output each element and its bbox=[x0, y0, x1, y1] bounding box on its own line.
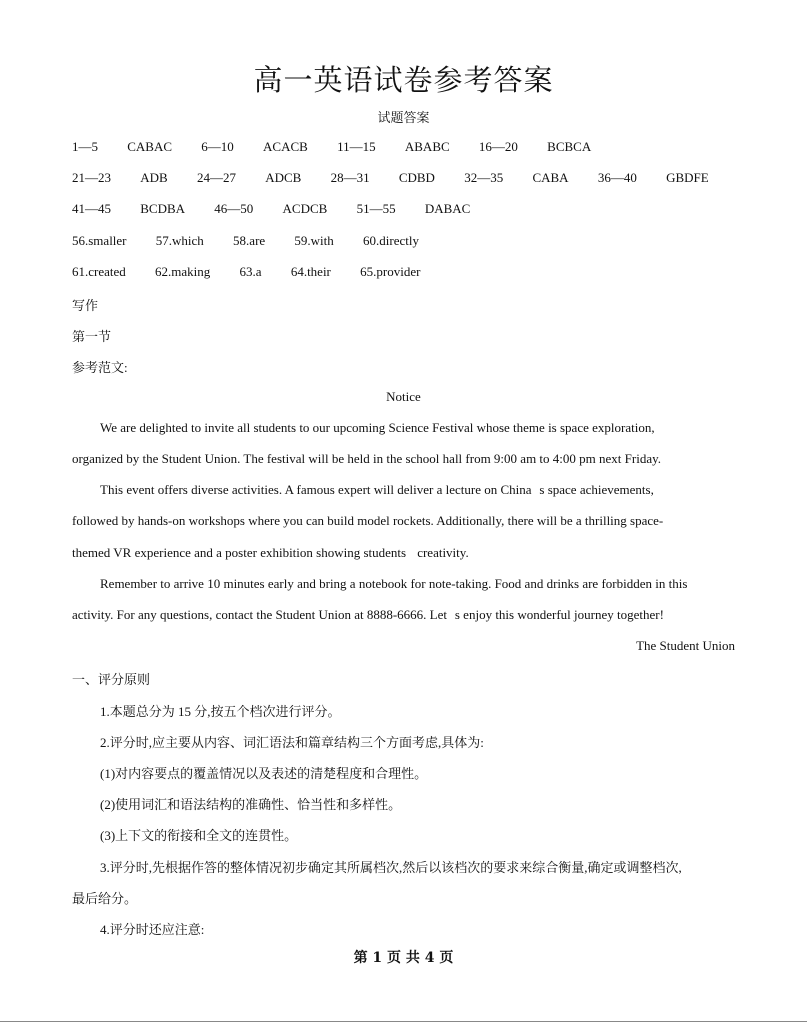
answer-word: 62.making bbox=[155, 264, 211, 279]
essay-line: followed by hands-on workshops where you can build model rockets. Additionally, there will be a thrilling space- bbox=[72, 513, 664, 528]
answer-range: 28—31 bbox=[330, 170, 370, 185]
page-footer: 第 1 页 共 4 页 bbox=[353, 950, 454, 966]
answer-word: 61.created bbox=[72, 264, 126, 279]
section-heading: 第一节 bbox=[72, 329, 112, 344]
writing-heading: 写作 bbox=[72, 298, 99, 313]
page-subtitle: 试题答案 bbox=[377, 111, 430, 126]
scoring-item: (3)上下文的衔接和全文的连贯性。 bbox=[100, 828, 298, 843]
answer-key: BCBCA bbox=[547, 139, 592, 154]
answer-row-1 bbox=[72, 139, 591, 155]
page-title: 高一英语试卷参考答案 bbox=[253, 63, 554, 97]
scoring-item: 3.评分时,先根据作答的整体情况初步确定其所属档次,然后以该档次的要求来综合衡量,确定或调整档次, bbox=[100, 860, 682, 875]
answer-key: ABABC bbox=[404, 139, 450, 154]
answer-word: 56.smaller bbox=[72, 233, 127, 248]
answer-key: ADCB bbox=[265, 170, 302, 185]
answer-key: ACDCB bbox=[282, 201, 328, 216]
answer-range: 46—50 bbox=[214, 201, 254, 216]
answer-key: ADB bbox=[140, 170, 168, 185]
scoring-item: 最后给分。 bbox=[72, 891, 138, 906]
answer-key: CABA bbox=[532, 170, 569, 185]
sample-label: 参考范文: bbox=[72, 360, 128, 375]
answer-word: 60.directly bbox=[363, 233, 420, 248]
scoring-item: 1.本题总分为 15 分,按五个档次进行评分。 bbox=[100, 704, 341, 719]
answer-range: 51—55 bbox=[356, 201, 396, 216]
essay-line: organized by the Student Union. The festival will be held in the school hall from 9:00 am to 4:00 pm next Friday. bbox=[72, 451, 661, 466]
answer-range: 1—5 bbox=[72, 139, 98, 154]
answer-range: 24—27 bbox=[196, 170, 236, 185]
answer-word: 59.with bbox=[294, 233, 334, 248]
answer-key: CABAC bbox=[127, 139, 173, 154]
essay-line: themed VR experience and a poster exhibition showing students creativity. bbox=[72, 545, 469, 560]
answer-range: 21—23 bbox=[72, 170, 111, 185]
answer-key: BCDBA bbox=[140, 201, 186, 216]
answer-range: 6—10 bbox=[201, 139, 234, 154]
scoring-item: 4.评分时还应注意: bbox=[100, 922, 205, 937]
answer-row-3 bbox=[72, 201, 470, 217]
answer-range: 36—40 bbox=[597, 170, 637, 185]
scoring-item: (1)对内容要点的覆盖情况以及表述的清楚程度和合理性。 bbox=[100, 766, 428, 781]
answer-row-4 bbox=[72, 233, 419, 249]
essay-line: We are delighted to invite all students to our upcoming Science Festival whose theme is space exploration, bbox=[100, 420, 655, 435]
essay-line: This event offers diverse activities. A famous expert will deliver a lecture on Chinas space achievements, bbox=[100, 482, 654, 497]
scoring-item: (2)使用词汇和语法结构的准确性、恰当性和多样性。 bbox=[100, 797, 402, 812]
answer-row-5 bbox=[72, 264, 420, 280]
scoring-heading: 一、评分原则 bbox=[72, 672, 151, 687]
answer-word: 65.provider bbox=[360, 264, 421, 279]
answer-word: 63.a bbox=[239, 264, 262, 279]
answer-key: ACACB bbox=[263, 139, 308, 154]
answer-range: 32—35 bbox=[464, 170, 504, 185]
answer-range: 41—45 bbox=[72, 201, 111, 216]
answer-word: 57.which bbox=[155, 233, 204, 248]
essay-line: Remember to arrive 10 minutes early and bring a notebook for note-taking. Food and drinks are forbidden in this bbox=[100, 576, 688, 591]
answer-key: DABAC bbox=[424, 201, 471, 216]
page-bottom-divider bbox=[0, 1021, 807, 1022]
scoring-item: 2.评分时,应主要从内容、词汇语法和篇章结构三个方面考虑,具体为: bbox=[100, 735, 484, 750]
notice-title: Notice bbox=[386, 389, 421, 404]
essay-signature: The Student Union bbox=[636, 638, 735, 653]
answer-key: GBDFE bbox=[666, 170, 709, 185]
answer-key: CDBD bbox=[398, 170, 435, 185]
answer-word: 58.are bbox=[233, 233, 266, 248]
answer-word: 64.their bbox=[290, 264, 331, 279]
essay-line: activity. For any questions, contact the Student Union at 8888-6666. Lets enjoy this wonderful journey together! bbox=[72, 607, 664, 622]
answer-range: 16—20 bbox=[478, 139, 518, 154]
answer-range: 11—15 bbox=[337, 139, 376, 154]
answer-row-2 bbox=[72, 170, 709, 186]
